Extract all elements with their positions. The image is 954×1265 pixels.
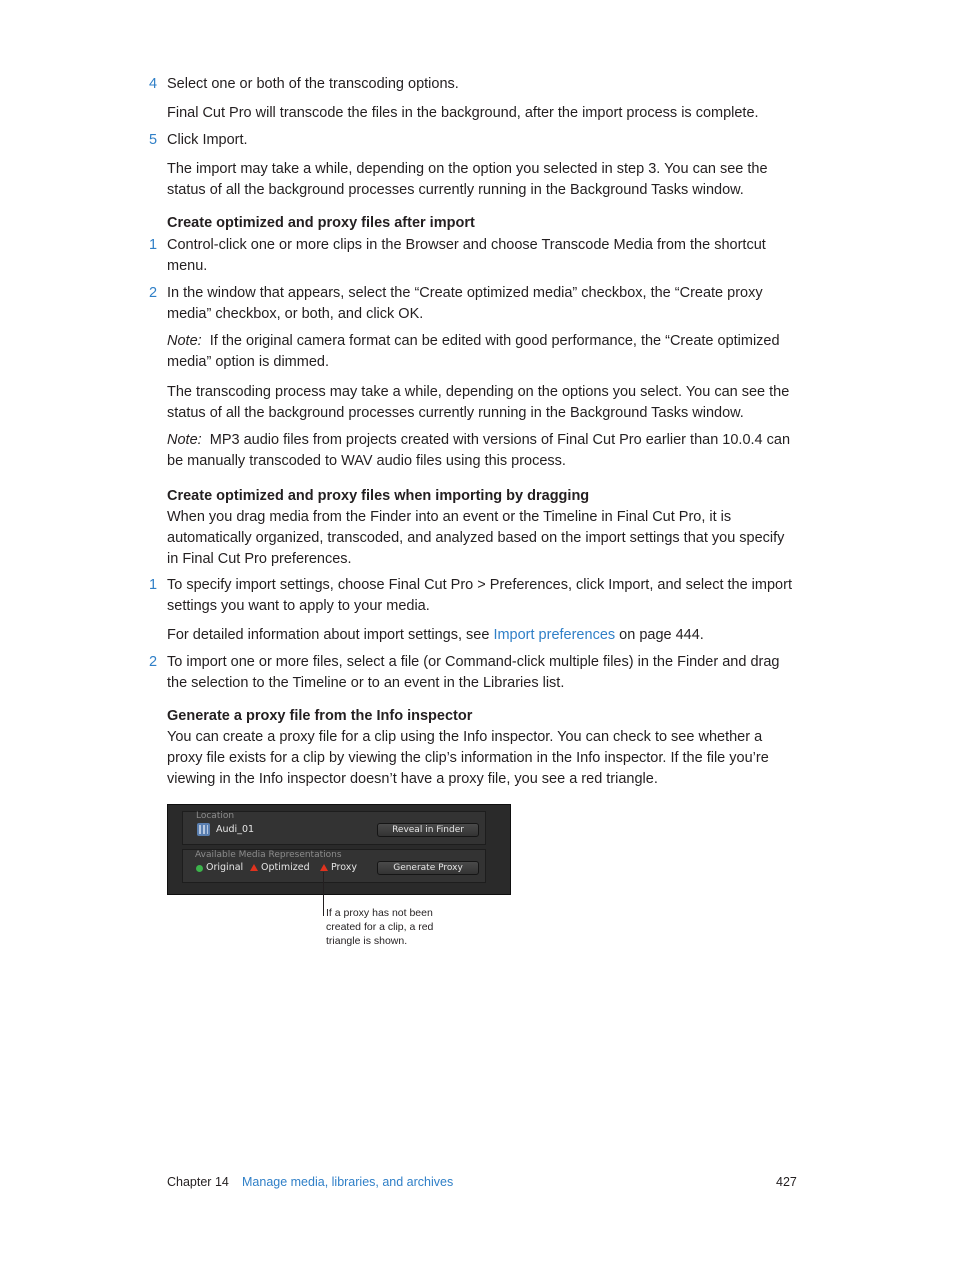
- media-representations-label: Available Media Representations: [195, 850, 342, 860]
- location-label: Location: [196, 811, 235, 821]
- step-text: To import one or more files, select a file (or Command-click multiple files) in the Finder and drag the selection to the Timeline or to an event in the Libraries list.: [167, 654, 780, 691]
- step-number: 2: [149, 654, 158, 670]
- proxy-label: Proxy: [331, 862, 358, 873]
- file-name: Audi_01: [216, 824, 255, 835]
- section-heading: Create optimized and proxy files after import: [167, 215, 475, 231]
- paragraph: When you drag media from the Finder into an event or the Timeline in Final Cut Pro, it is automatically organized, transcoded, and analyzed based on the import settings that you specify in Final Cut Pro preferences.: [167, 509, 785, 567]
- paragraph: You can create a proxy file for a clip using the Info inspector. You can check to see whether a proxy file exists for a clip by viewing the clip’s information in the Info inspector. If the file you’re viewing in the Info inspector doesn’t have a proxy file, you see a red triangle.: [167, 729, 769, 787]
- page-number: 427: [776, 1175, 797, 1189]
- clip-file-icon: [197, 823, 210, 836]
- paragraph: [167, 625, 799, 646]
- paragraph: The import may take a while, depending on the option you selected in step 3. You can see the status of all the background processes currently running in the Background Tasks window.: [167, 161, 768, 198]
- footer-chapter: Chapter 14: [167, 1175, 229, 1189]
- text: For detailed information about import settings, see: [167, 627, 490, 643]
- step-number: 4: [149, 76, 158, 92]
- step-text: Select one or both of the transcoding options.: [167, 76, 459, 92]
- step-number: 1: [149, 237, 158, 253]
- step-number: 2: [149, 285, 158, 301]
- optimized-label: Optimized: [261, 862, 310, 873]
- red-triangle-icon: [250, 864, 258, 871]
- note: [167, 331, 799, 373]
- note-label: Note:: [167, 432, 202, 448]
- step-text: To specify import settings, choose Final Cut Pro > Preferences, click Import, and select the import settings you want to apply to your media.: [167, 577, 792, 614]
- step-text: In the window that appears, select the “Create optimized media” checkbox, the “Create proxy media” checkbox, or both, and click OK.: [167, 285, 763, 322]
- callout-line: [323, 872, 324, 916]
- footer-chapter-link[interactable]: Manage media, libraries, and archives: [242, 1175, 454, 1189]
- step-number: 1: [149, 577, 158, 593]
- section-heading: Generate a proxy file from the Info inspector: [167, 708, 473, 724]
- step-number: 5: [149, 132, 158, 148]
- green-dot-icon: [196, 865, 203, 872]
- generate-proxy-button[interactable]: Generate Proxy: [377, 861, 479, 875]
- import-preferences-link[interactable]: Import preferences: [493, 627, 616, 643]
- reveal-in-finder-button[interactable]: Reveal in Finder: [377, 823, 479, 837]
- original-label: Original: [206, 862, 244, 873]
- note: [167, 430, 799, 472]
- step-text: Click Import.: [167, 132, 248, 148]
- note-text: If the original camera format can be edited with good performance, the “Create optimized media” option is dimmed.: [167, 333, 780, 370]
- info-inspector-screenshot: [167, 804, 511, 895]
- paragraph: The transcoding process may take a while, depending on the options you select. You can see the status of all the background processes currently running in the Background Tasks window.: [167, 384, 790, 421]
- paragraph: Final Cut Pro will transcode the files in the background, after the import process is complete.: [167, 105, 759, 121]
- section-heading: Create optimized and proxy files when importing by dragging: [167, 488, 590, 504]
- text: on page 444.: [619, 627, 704, 643]
- step-text: Control-click one or more clips in the Browser and choose Transcode Media from the shortcut menu.: [167, 237, 766, 274]
- callout-text: If a proxy has not been created for a clip, a red triangle is shown.: [326, 907, 434, 947]
- note-label: Note:: [167, 333, 202, 349]
- red-triangle-icon: [320, 864, 328, 871]
- note-text: MP3 audio files from projects created with versions of Final Cut Pro earlier than 10.0.4 can be manually transcoded to WAV audio files using this process.: [167, 432, 791, 469]
